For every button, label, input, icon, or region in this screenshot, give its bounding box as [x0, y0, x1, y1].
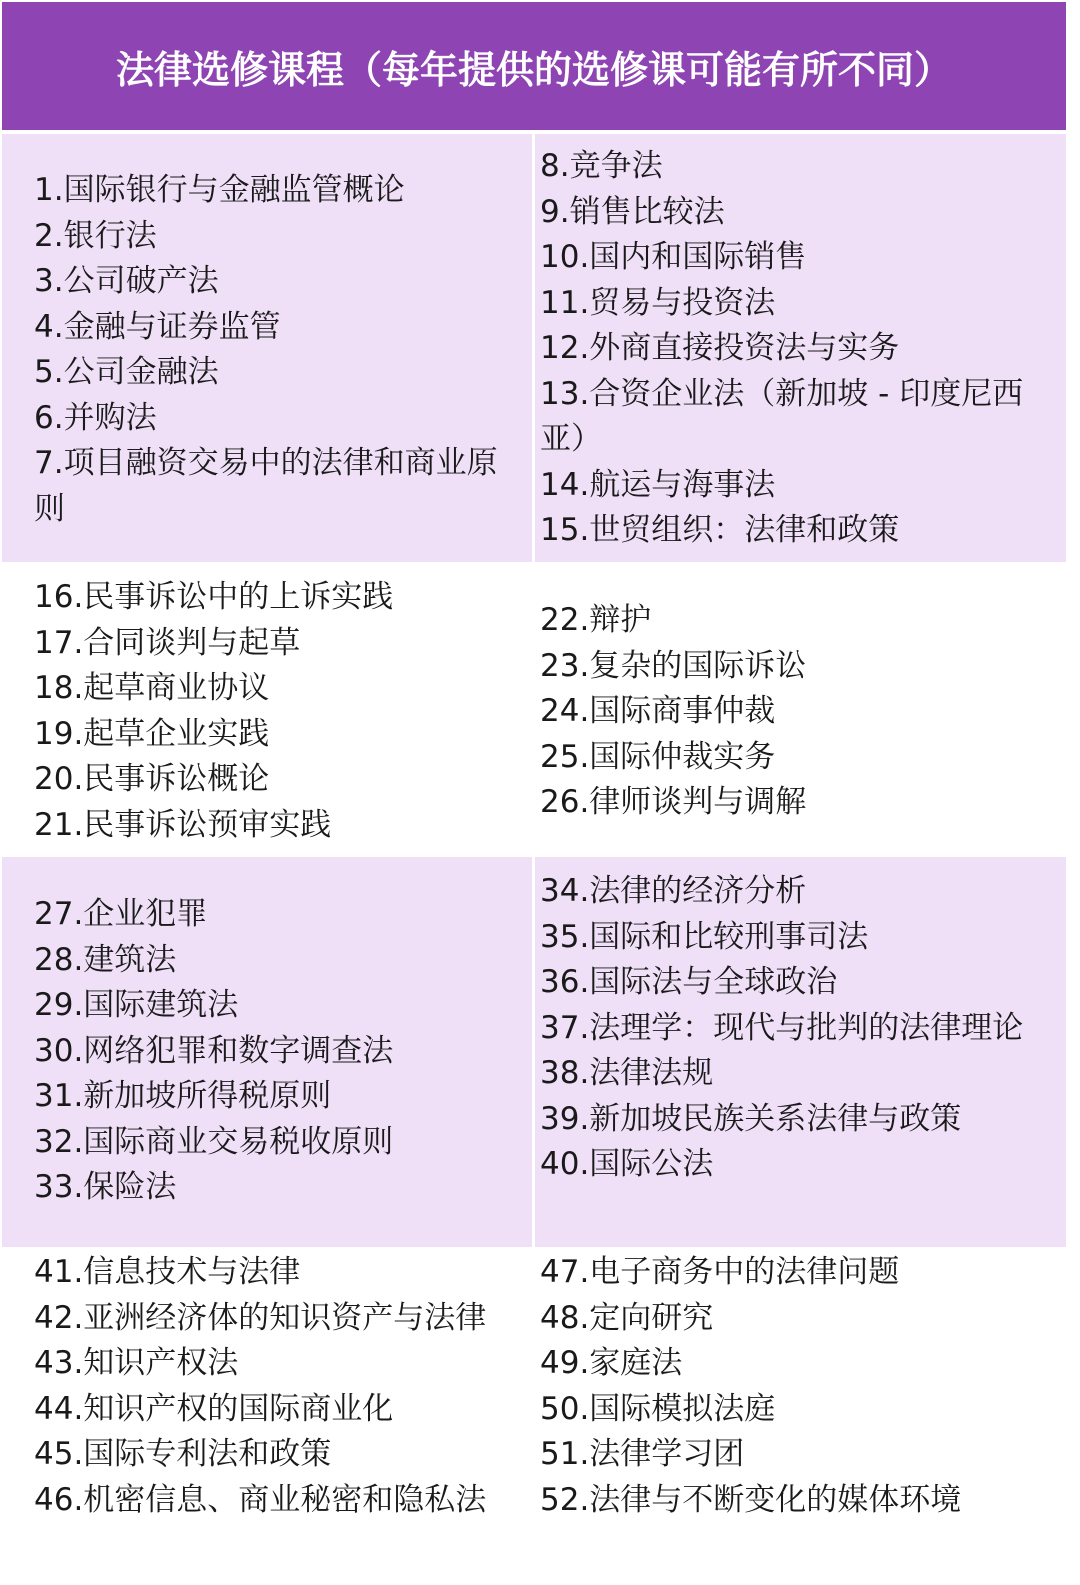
course-item: 4.金融与证券监管 — [34, 308, 281, 345]
course-item: 32.国际商业交易税收原则 — [34, 1123, 394, 1160]
course-column-right — [535, 565, 1066, 855]
course-item: 34.法律的经济分析 — [540, 873, 807, 909]
course-list — [34, 1250, 528, 1523]
course-item: 9.销售比较法 — [540, 193, 725, 230]
course-item: 14.航运与海事法 — [540, 466, 776, 503]
course-item: 20.民事诉讼概论 — [34, 761, 270, 797]
course-item: 47.电子商务中的法律问题 — [540, 1254, 900, 1290]
course-item: 18.起草商业协议 — [34, 670, 270, 706]
course-item: 19.起草企业实践 — [34, 715, 270, 752]
course-item: 30.网络犯罪和数字调查法 — [34, 1032, 394, 1069]
course-item: 6.并购法 — [34, 399, 157, 436]
course-item: 41.信息技术与法律 — [34, 1254, 301, 1290]
course-list — [34, 892, 528, 1211]
page-title: 法律选修课程（每年提供的选修课可能有所不同） — [115, 47, 952, 92]
header-banner — [2, 2, 1066, 130]
course-item: 39.新加坡民族关系法律与政策 — [540, 1100, 962, 1137]
course-list — [34, 575, 528, 848]
course-item: 33.保险法 — [34, 1169, 177, 1205]
course-item: 25.国际仲裁实务 — [540, 738, 776, 775]
course-item: 15.世贸组织：法律和政策 — [540, 512, 900, 548]
course-item: 31.新加坡所得税原则 — [34, 1078, 332, 1114]
course-item: 22.辩护 — [540, 602, 652, 638]
course-item: 48.定向研究 — [540, 1299, 714, 1336]
course-item: 11.贸易与投资法 — [540, 284, 776, 321]
course-item: 49.家庭法 — [540, 1345, 683, 1381]
course-item: 27.企业犯罪 — [34, 896, 208, 932]
course-item: 44.知识产权的国际商业化 — [34, 1390, 394, 1427]
course-item: 42.亚洲经济体的知识资产与法律 — [34, 1299, 487, 1336]
course-list — [34, 168, 528, 532]
course-item: 38.法律法规 — [540, 1055, 714, 1091]
course-item: 13.合资企业法（新加坡 - 印度尼西亚） — [540, 375, 1024, 457]
course-list — [540, 869, 1060, 1188]
course-column-left — [2, 1250, 532, 1542]
course-list — [540, 598, 1060, 826]
course-item: 45.国际专利法和政策 — [34, 1436, 332, 1472]
course-item: 28.建筑法 — [34, 941, 177, 978]
course-item: 36.国际法与全球政治 — [540, 964, 838, 1000]
course-item: 2.银行法 — [34, 217, 157, 254]
course-item: 37.法理学：现代与批判的法律理论 — [540, 1009, 1024, 1046]
course-item: 52.法律与不断变化的媒体环境 — [540, 1481, 962, 1518]
course-column-right — [535, 1250, 1066, 1542]
course-column-right — [535, 134, 1066, 562]
course-item: 29.国际建筑法 — [34, 987, 239, 1023]
course-item: 21.民事诉讼预审实践 — [34, 806, 332, 843]
course-section-1 — [2, 134, 1066, 562]
course-item: 46.机密信息、商业秘密和隐私法 — [34, 1481, 487, 1518]
course-item: 12.外商直接投资法与实务 — [540, 330, 900, 366]
course-item: 50.国际模拟法庭 — [540, 1390, 776, 1427]
course-item: 51.法律学习团 — [540, 1436, 745, 1472]
course-section-3 — [2, 857, 1066, 1247]
course-column-left — [2, 857, 532, 1247]
course-section-4 — [2, 1250, 1066, 1542]
course-item: 8.竞争法 — [540, 148, 663, 184]
course-section-2 — [2, 565, 1066, 855]
course-item: 35.国际和比较刑事司法 — [540, 918, 869, 955]
course-column-left — [2, 565, 532, 855]
course-column-right — [535, 857, 1066, 1247]
course-item: 43.知识产权法 — [34, 1345, 239, 1381]
course-item: 16.民事诉讼中的上诉实践 — [34, 579, 394, 615]
course-item: 24.国际商事仲裁 — [540, 693, 776, 729]
course-item: 23.复杂的国际诉讼 — [540, 647, 807, 684]
course-item: 7.项目融资交易中的法律和商业原则 — [34, 445, 498, 527]
course-item: 5.公司金融法 — [34, 354, 219, 390]
course-list — [540, 144, 1060, 554]
course-list — [540, 1250, 1060, 1523]
course-item: 3.公司破产法 — [34, 263, 219, 299]
course-item: 40.国际公法 — [540, 1146, 714, 1182]
course-item: 26.律师谈判与调解 — [540, 784, 807, 820]
course-page — [2, 2, 1066, 1585]
course-item: 1.国际银行与金融监管概论 — [34, 172, 405, 208]
course-item: 10.国内和国际销售 — [540, 239, 807, 275]
course-column-left — [2, 134, 532, 562]
course-item: 17.合同谈判与起草 — [34, 624, 301, 661]
